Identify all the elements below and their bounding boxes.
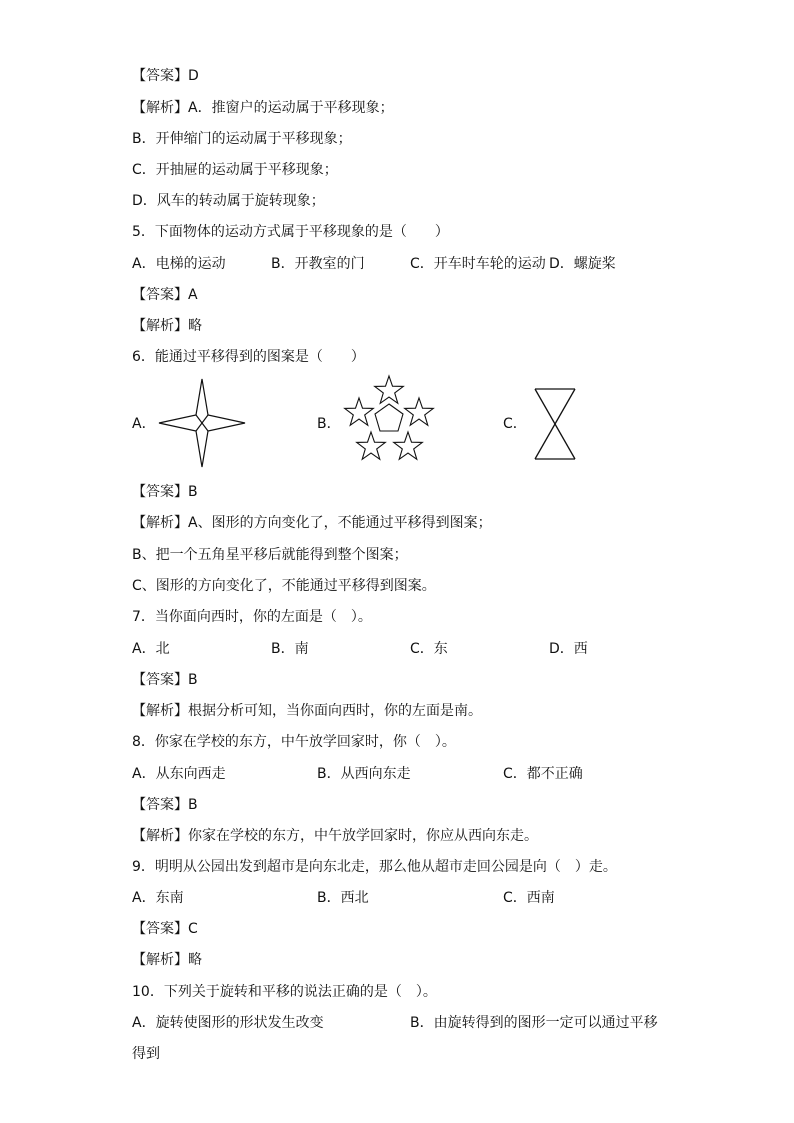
q10-option-a: A．旋转使图形的形状发生改变: [132, 1015, 324, 1031]
four-point-star-figure: [156, 376, 248, 470]
answer-line-q6: 【答案】B: [132, 484, 198, 500]
explanation-line-q9: 【解析】略: [132, 952, 202, 968]
q5-option-a: A．电梯的运动: [132, 256, 226, 272]
q10-option-b-wrap: 得到: [132, 1046, 160, 1062]
hourglass-figure: [530, 386, 580, 462]
q8-option-c: C．都不正确: [503, 766, 583, 782]
question-5: 5．下面物体的运动方式属于平移现象的是（ ）: [132, 224, 449, 240]
q9-option-a: A．东南: [132, 890, 184, 906]
q10-option-b: B．由旋转得到的图形一定可以通过平移: [410, 1015, 658, 1031]
q5-option-b: B．开教室的门: [271, 256, 365, 272]
explanation-line-q8: 【解析】你家在学校的东方，中午放学回家时，你应从西向东走。: [132, 828, 538, 844]
pentagon-stars-figure: [338, 374, 440, 470]
explanation-line-q5: 【解析】略: [132, 318, 202, 334]
q5-option-c: C．开车时车轮的运动: [410, 256, 546, 272]
q7-option-c: C．东: [410, 641, 448, 657]
explanation-line-q4-d: D．风车的转动属于旋转现象；: [132, 193, 325, 209]
question-6: 6．能通过平移得到的图案是（ ）: [132, 349, 365, 365]
answer-line-q7: 【答案】B: [132, 672, 198, 688]
q9-option-c: C．西南: [503, 890, 555, 906]
q7-option-d: D．西: [549, 641, 588, 657]
q8-option-b: B．从西向东走: [317, 766, 411, 782]
question-10: 10．下列关于旋转和平移的说法正确的是（ ）。: [132, 984, 437, 1000]
q6-option-a-label: A．: [132, 416, 156, 432]
q9-option-b: B．西北: [317, 890, 369, 906]
q7-option-a: A．北: [132, 641, 170, 657]
q5-option-d: D．螺旋桨: [549, 256, 616, 272]
answer-line-q4: 【答案】D: [132, 68, 199, 84]
explanation-line-q4-a: 【解析】A．推窗户的运动属于平移现象；: [132, 100, 394, 116]
q8-option-a: A．从东向西走: [132, 766, 226, 782]
explanation-line-q6-c: C、图形的方向变化了，不能通过平移得到图案。: [132, 578, 436, 594]
q6-option-c-label: C．: [503, 416, 527, 432]
explanation-line-q7: 【解析】根据分析可知，当你面向西时，你的左面是南。: [132, 703, 482, 719]
answer-line-q9: 【答案】C: [132, 921, 198, 937]
explanation-line-q6-b: B、把一个五角星平移后就能得到整个图案；: [132, 547, 408, 563]
explanation-line-q6-a: 【解析】A、图形的方向变化了，不能通过平移得到图案；: [132, 515, 492, 531]
q6-option-b-label: B．: [317, 416, 341, 432]
question-9: 9．明明从公园出发到超市是向东北走，那么他从超市走回公园是向（ ）走。: [132, 859, 617, 875]
answer-line-q8: 【答案】B: [132, 797, 198, 813]
explanation-line-q4-c: C．开抽屉的运动属于平移现象；: [132, 162, 338, 178]
question-7: 7．当你面向西时，你的左面是（ ）。: [132, 609, 372, 625]
explanation-line-q4-b: B．开伸缩门的运动属于平移现象；: [132, 131, 352, 147]
q7-option-b: B．南: [271, 641, 309, 657]
answer-line-q5: 【答案】A: [132, 287, 198, 303]
question-8: 8．你家在学校的东方，中午放学回家时，你（ ）。: [132, 734, 456, 750]
